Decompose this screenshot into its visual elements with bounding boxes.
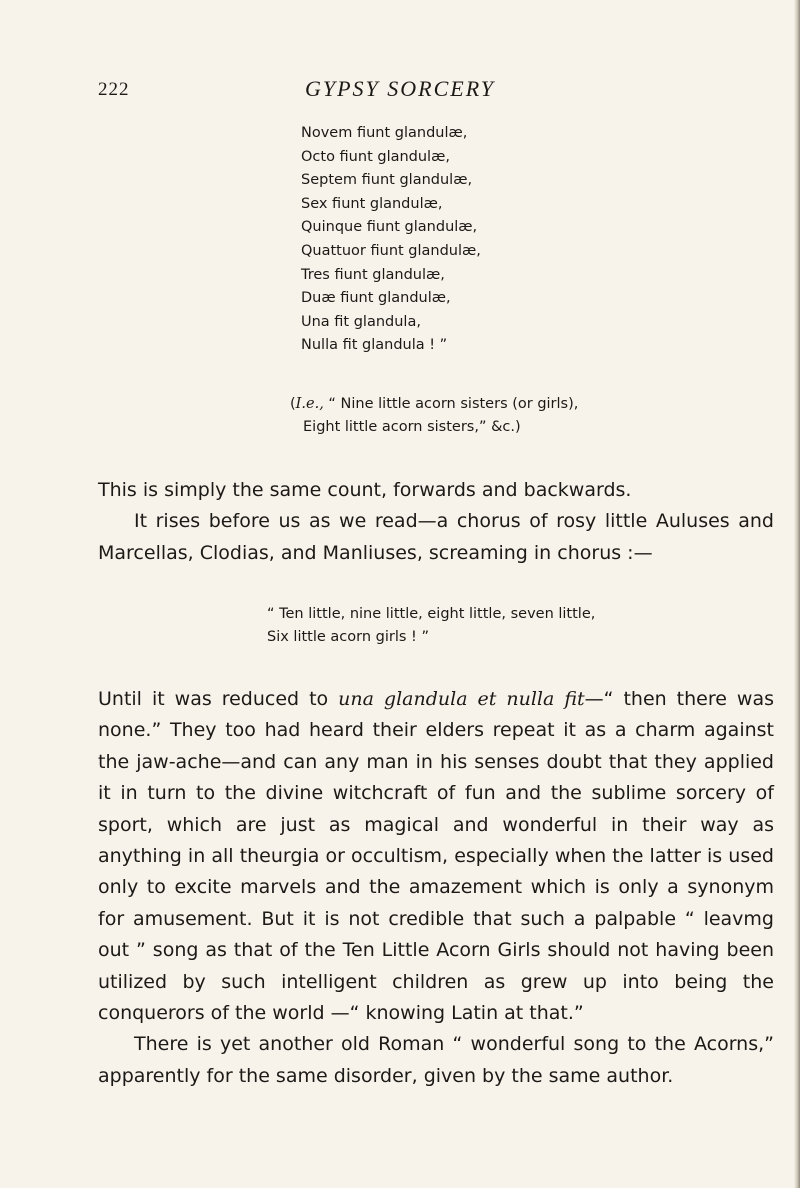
- verse-line: Quattuor fiunt glandulæ,: [301, 242, 481, 259]
- gloss-line: Eight little acorn sisters,” &c.): [303, 419, 521, 435]
- page-number: 222: [98, 79, 130, 100]
- ie-abbreviation: I.e.,: [295, 396, 324, 412]
- verse-line: Septem fiunt glandulæ,: [301, 172, 473, 189]
- latin-verse: [301, 122, 481, 358]
- paragraph-last: There is yet another old Roman “ wonderful song to the Acorns,” apparently for the same disorder, given by the same author.: [98, 1033, 774, 1087]
- verse-line: Octo fiunt glandulæ,: [301, 148, 450, 165]
- paragraph-conclusion: [98, 684, 774, 1092]
- page-edge: [794, 0, 800, 1188]
- translation-gloss: [290, 393, 578, 439]
- gloss-line: [290, 393, 578, 416]
- paragraph-count: [98, 475, 774, 569]
- english-quote: [267, 603, 595, 649]
- verse-line: Sex fiunt glandulæ,: [301, 195, 443, 212]
- verse-line: Una fit glandula,: [301, 313, 421, 330]
- quote-line: “ Ten little, nine little, eight little, seven little,: [267, 606, 596, 622]
- paragraph-body: [98, 684, 774, 1029]
- page-header: [0, 76, 800, 106]
- paragraph-sentence: It rises before us as we read—a chorus of rosy little Auluses and Marcellas, Clodias, and Manliuses, screaming in chorus :—: [98, 510, 774, 564]
- paragraph-sentence: This is simply the same count, forwards and backwards.: [98, 479, 632, 501]
- verse-line: Duæ fiunt glandulæ,: [301, 290, 451, 307]
- running-title: GYPSY SORCERY: [304, 76, 495, 101]
- paragraph-rest: —“ then there was none.” They too had heard their elders repeat it as a charm against the jaw-ache—and can any man in his senses doubt that they applied it in turn to the divine witchcraft of fun and the sublime sorcery of sport, which are just as magical and wonderful in their way as anything in all theurgia or occultism, especially when the latter is used only to excite marvels and the amazement which is only a synonym for amusement. But it is not credible that such a palpable “ leavmg out ” song as that of the Ten Little Acorn Girls should not having been utilized by such intelligent children as grew up into being the conquerors of the world —“ knowing Latin at that.”: [98, 688, 775, 1025]
- quote-line: Six little acorn girls ! ”: [267, 629, 429, 645]
- verse-line: Nulla fit glandula ! ”: [301, 337, 448, 354]
- open-paren: (: [290, 396, 296, 412]
- verse-line: Novem fiunt glandulæ,: [301, 125, 468, 141]
- latin-phrase: una glandula et nulla fit: [338, 688, 585, 710]
- verse-line: Quinque fiunt glandulæ,: [301, 219, 478, 236]
- gloss-text: “ Nine little acorn sisters (or girls),: [323, 396, 579, 412]
- paragraph-start: Until it was reduced to: [98, 688, 339, 710]
- verse-line: Tres fiunt glandulæ,: [301, 266, 445, 283]
